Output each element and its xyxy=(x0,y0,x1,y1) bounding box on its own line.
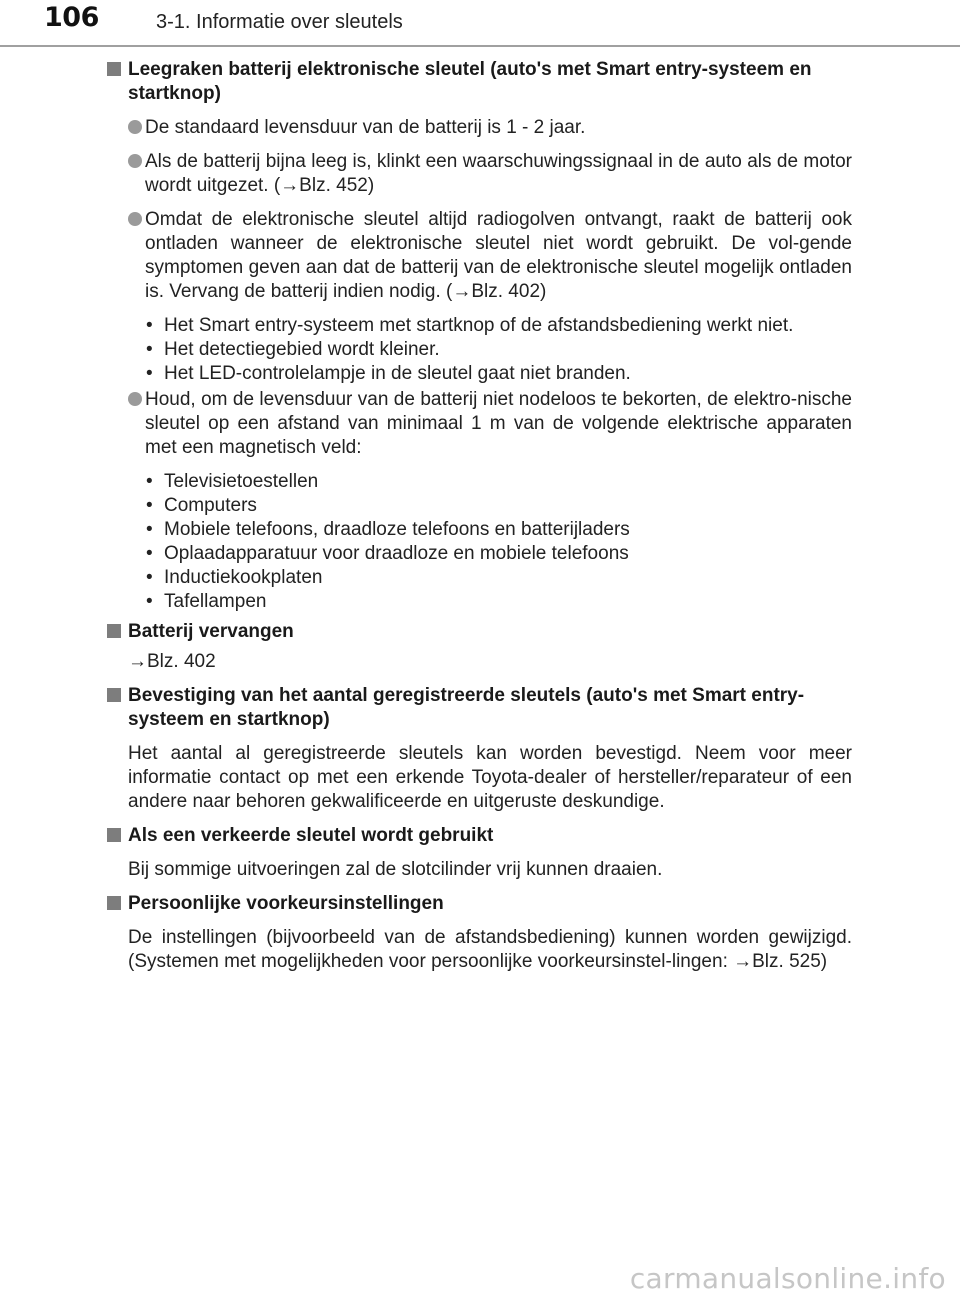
page-header xyxy=(0,0,960,48)
sub-list-item: • Mobiele telefoons, draadloze telefoons en batterijladers xyxy=(146,518,852,542)
circle-bullet-icon xyxy=(128,212,142,226)
sub-list-item: • Het LED-controlelampje in de sleutel gaat niet branden. xyxy=(146,362,852,386)
circle-bullet-icon xyxy=(128,154,142,168)
page-number: 106 xyxy=(44,2,99,33)
page-content xyxy=(107,58,852,974)
sub-list-item: • Het Smart entry-systeem met startknop of de afstandsbediening werkt niet. xyxy=(146,314,852,338)
bullet-item xyxy=(107,150,852,198)
section-heading xyxy=(107,892,852,916)
section-title: 3-1. Informatie over sleutels xyxy=(156,11,403,33)
square-bullet-icon xyxy=(107,828,121,842)
section-heading xyxy=(107,58,852,106)
circle-bullet-icon xyxy=(128,392,142,406)
circle-bullet-icon xyxy=(128,120,142,134)
header-divider xyxy=(0,45,960,47)
section-heading xyxy=(107,824,852,848)
square-bullet-icon xyxy=(107,624,121,638)
bullet-text: Als de batterij bijna leeg is, klinkt een waarschuwingssignaal in de auto als de motor wordt uitgezet. (→Blz. 452) xyxy=(145,151,852,196)
bullet-item xyxy=(107,116,852,140)
watermark: carmanualsonline.info xyxy=(629,1262,946,1295)
section-heading-text: Leegraken batterij elektronische sleutel (auto's met Smart entry-systeem en startknop) xyxy=(128,59,812,104)
section-heading xyxy=(107,620,852,644)
section-body: Het aantal al geregistreerde sleutels kan worden bevestigd. Neem voor meer informatie contact op met een erkende Toyota-dealer of hersteller/reparateur of een andere naar behoren gekwalificeerde en uitgeruste deskundige. xyxy=(128,743,852,812)
section-heading-text: Als een verkeerde sleutel wordt gebruikt xyxy=(128,825,494,846)
sub-list-item: • Oplaadapparatuur voor draadloze en mobiele telefoons xyxy=(146,542,852,566)
bullet-text: De standaard levensduur van de batterij is 1 - 2 jaar. xyxy=(145,117,586,138)
bullet-text: Houd, om de levensduur van de batterij niet nodeloos te bekorten, de elektro-nische sleutel op een afstand van minimaal 1 m van de volgende elektrische apparaten met een magnetisch veld: xyxy=(145,389,852,458)
bullet-item xyxy=(107,208,852,304)
sub-list xyxy=(107,314,852,386)
section-body: Bij sommige uitvoeringen zal de slotcilinder vrij kunnen draaien. xyxy=(128,859,663,880)
sub-list-item: • Computers xyxy=(146,494,852,518)
square-bullet-icon xyxy=(107,62,121,76)
sub-list-item: • Tafellampen xyxy=(146,590,852,614)
sub-list-item: • Het detectiegebied wordt kleiner. xyxy=(146,338,852,362)
sub-list-item: • Televisietoestellen xyxy=(146,470,852,494)
section-heading-text: Batterij vervangen xyxy=(128,621,294,642)
bullet-text: Omdat de elektronische sleutel altijd radiogolven ontvangt, raakt de batterij ook ontladen wanneer de elektronische sleutel niet wordt gebruikt. De vol-gende symptomen geven aan dat de batterij van de elektronische sleutel mogelijk ontladen is. Vervang de batterij indien nodig. (→Blz. 402) xyxy=(145,209,852,302)
section-heading-text: Bevestiging van het aantal geregistreerde sleutels (auto's met Smart entry-systeem en startknop) xyxy=(128,685,805,730)
section-body: →Blz. 402 xyxy=(128,651,216,672)
sub-list-item: • Inductiekookplaten xyxy=(146,566,852,590)
section-heading xyxy=(107,684,852,732)
square-bullet-icon xyxy=(107,688,121,702)
square-bullet-icon xyxy=(107,896,121,910)
section-heading-text: Persoonlijke voorkeursinstellingen xyxy=(128,893,444,914)
section-body: De instellingen (bijvoorbeeld van de afstandsbediening) kunnen worden gewijzigd. (Systemen met mogelijkheden voor persoonlijke voorkeursinstel-lingen: →Blz. 525) xyxy=(128,927,852,972)
bullet-item xyxy=(107,388,852,460)
sub-list xyxy=(107,470,852,614)
